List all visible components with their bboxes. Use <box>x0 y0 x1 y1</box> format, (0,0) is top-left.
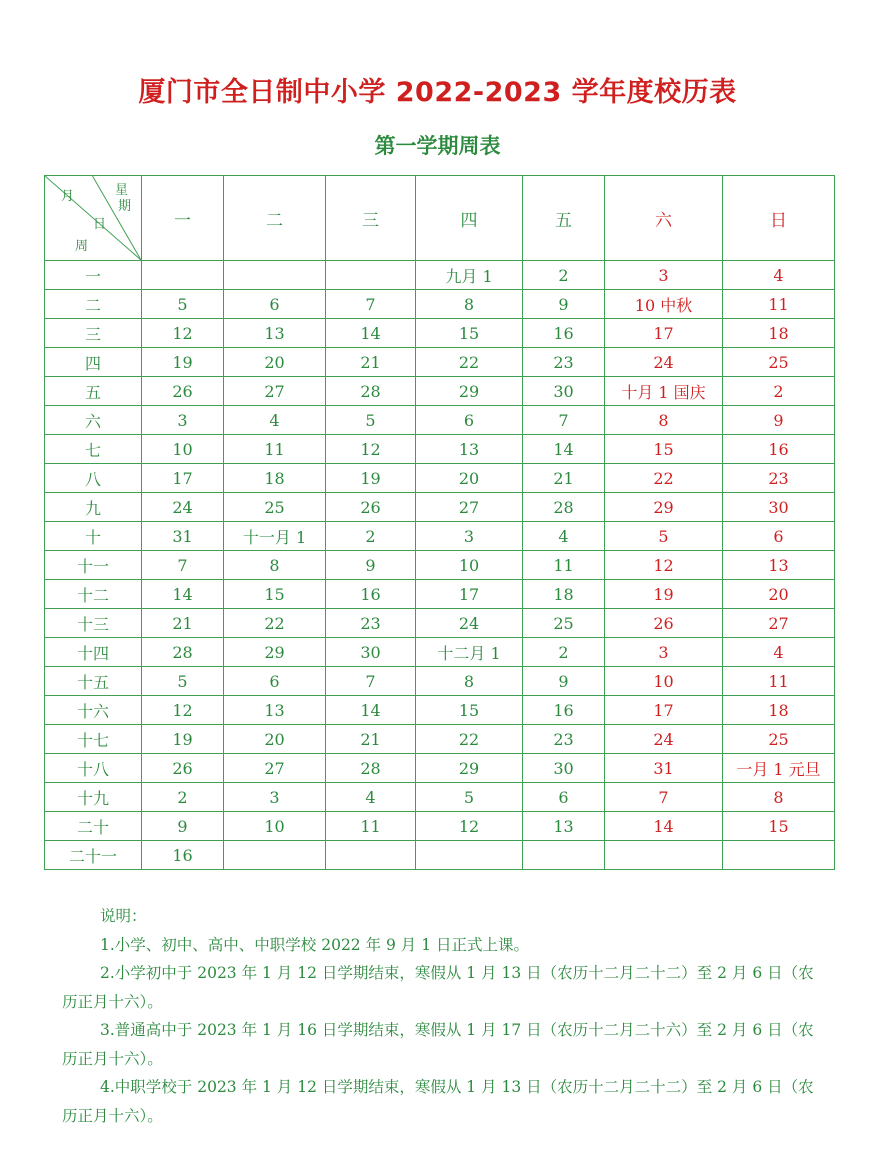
day-cell: 一月 1 元旦 <box>723 754 835 783</box>
day-cell: 9 <box>523 667 605 696</box>
week-row <box>45 580 835 609</box>
day-cell: 26 <box>142 377 224 406</box>
day-cell: 2 <box>523 261 605 290</box>
week-number-cell: 五 <box>45 377 142 406</box>
day-cell: 26 <box>605 609 723 638</box>
day-cell: 10 中秋 <box>605 290 723 319</box>
week-number-cell: 十六 <box>45 696 142 725</box>
day-cell: 2 <box>142 783 224 812</box>
day-cell: 12 <box>326 435 416 464</box>
week-number-cell: 十三 <box>45 609 142 638</box>
day-cell: 4 <box>326 783 416 812</box>
day-cell: 9 <box>523 290 605 319</box>
day-cell: 18 <box>723 696 835 725</box>
day-cell: 28 <box>326 754 416 783</box>
weekday-header: 四 <box>416 176 523 261</box>
week-number-cell: 十八 <box>45 754 142 783</box>
day-cell: 14 <box>326 696 416 725</box>
day-cell: 6 <box>224 667 326 696</box>
note-line: 2.小学初中于 2023 年 1 月 12 日学期结束，寒假从 1 月 13 日（农历十二月二十二）至 2 月 6 日（农历正月十六）。 <box>62 964 814 1011</box>
day-cell: 17 <box>605 319 723 348</box>
day-cell: 3 <box>605 638 723 667</box>
day-cell: 27 <box>224 754 326 783</box>
day-cell: 10 <box>416 551 523 580</box>
day-cell: 19 <box>142 348 224 377</box>
day-cell: 4 <box>723 261 835 290</box>
note-line: 1.小学、初中、高中、中职学校 2022 年 9 月 1 日正式上课。 <box>100 935 530 954</box>
day-cell: 7 <box>142 551 224 580</box>
day-cell: 9 <box>326 551 416 580</box>
week-row <box>45 551 835 580</box>
day-cell: 7 <box>326 667 416 696</box>
day-cell: 16 <box>523 696 605 725</box>
week-number-cell: 七 <box>45 435 142 464</box>
week-number-cell: 二 <box>45 290 142 319</box>
day-cell: 16 <box>142 841 224 870</box>
weekday-header: 一 <box>142 176 224 261</box>
day-cell: 15 <box>723 812 835 841</box>
day-cell: 16 <box>723 435 835 464</box>
week-number-cell: 六 <box>45 406 142 435</box>
week-number-cell: 十一 <box>45 551 142 580</box>
day-cell: 3 <box>416 522 523 551</box>
day-cell <box>605 841 723 870</box>
weekday-header: 二 <box>224 176 326 261</box>
day-cell: 19 <box>142 725 224 754</box>
week-row <box>45 841 835 870</box>
day-cell: 4 <box>523 522 605 551</box>
note-line: 4.中职学校于 2023 年 1 月 12 日学期结束，寒假从 1 月 13 日（农历十二月二十二）至 2 月 6 日（农历正月十六）。 <box>62 1078 814 1125</box>
day-cell: 27 <box>723 609 835 638</box>
day-cell: 21 <box>523 464 605 493</box>
week-row <box>45 377 835 406</box>
weekday-header: 五 <box>523 176 605 261</box>
week-number-cell: 二十一 <box>45 841 142 870</box>
corner-month-label: 月 <box>61 189 75 204</box>
day-cell: 27 <box>224 377 326 406</box>
week-row <box>45 493 835 522</box>
week-row <box>45 319 835 348</box>
week-number-cell: 十四 <box>45 638 142 667</box>
day-cell: 25 <box>224 493 326 522</box>
day-cell: 17 <box>605 696 723 725</box>
day-cell: 11 <box>523 551 605 580</box>
week-number-cell: 三 <box>45 319 142 348</box>
page-title: 厦门市全日制中小学 2022-2023 学年度校历表 <box>138 77 737 108</box>
day-cell: 22 <box>605 464 723 493</box>
week-row <box>45 261 835 290</box>
day-cell: 12 <box>605 551 723 580</box>
day-cell: 14 <box>142 580 224 609</box>
day-cell: 24 <box>605 348 723 377</box>
day-cell: 13 <box>416 435 523 464</box>
day-cell: 20 <box>416 464 523 493</box>
day-cell: 21 <box>142 609 224 638</box>
week-number-cell: 四 <box>45 348 142 377</box>
day-cell: 十月 1 国庆 <box>605 377 723 406</box>
day-cell: 31 <box>142 522 224 551</box>
day-cell: 18 <box>523 580 605 609</box>
day-cell: 22 <box>416 725 523 754</box>
day-cell: 25 <box>723 348 835 377</box>
day-cell: 29 <box>224 638 326 667</box>
corner-header <box>45 176 142 261</box>
day-cell: 24 <box>605 725 723 754</box>
day-cell: 14 <box>523 435 605 464</box>
day-cell: 5 <box>416 783 523 812</box>
day-cell: 11 <box>723 667 835 696</box>
weekday-header: 六 <box>605 176 723 261</box>
day-cell <box>326 261 416 290</box>
day-cell: 16 <box>523 319 605 348</box>
week-row <box>45 696 835 725</box>
day-cell <box>416 841 523 870</box>
day-cell: 4 <box>723 638 835 667</box>
week-row <box>45 464 835 493</box>
day-cell: 13 <box>224 696 326 725</box>
day-cell: 7 <box>523 406 605 435</box>
day-cell <box>142 261 224 290</box>
day-cell: 23 <box>523 348 605 377</box>
day-cell: 26 <box>142 754 224 783</box>
week-row <box>45 290 835 319</box>
day-cell: 22 <box>224 609 326 638</box>
day-cell: 26 <box>326 493 416 522</box>
corner-week-label: 周 <box>75 239 89 254</box>
day-cell: 19 <box>605 580 723 609</box>
week-number-cell: 二十 <box>45 812 142 841</box>
day-cell: 5 <box>326 406 416 435</box>
day-cell: 22 <box>416 348 523 377</box>
day-cell: 8 <box>723 783 835 812</box>
day-cell: 30 <box>723 493 835 522</box>
day-cell: 15 <box>416 319 523 348</box>
day-cell: 10 <box>142 435 224 464</box>
day-cell: 6 <box>523 783 605 812</box>
week-number-cell: 十二 <box>45 580 142 609</box>
day-cell: 21 <box>326 348 416 377</box>
calendar-table <box>44 175 835 870</box>
day-cell <box>326 841 416 870</box>
day-cell: 15 <box>605 435 723 464</box>
day-cell: 29 <box>605 493 723 522</box>
week-row <box>45 783 835 812</box>
day-cell: 12 <box>142 319 224 348</box>
corner-qi-label: 期 <box>118 199 132 214</box>
day-cell: 4 <box>224 406 326 435</box>
day-cell: 7 <box>326 290 416 319</box>
day-cell: 28 <box>326 377 416 406</box>
week-row <box>45 406 835 435</box>
week-number-cell: 十 <box>45 522 142 551</box>
day-cell: 6 <box>723 522 835 551</box>
day-cell: 12 <box>142 696 224 725</box>
day-cell: 24 <box>416 609 523 638</box>
day-cell <box>723 841 835 870</box>
day-cell <box>523 841 605 870</box>
header-row <box>45 176 835 261</box>
week-row <box>45 812 835 841</box>
day-cell: 23 <box>523 725 605 754</box>
day-cell: 12 <box>416 812 523 841</box>
day-cell: 17 <box>416 580 523 609</box>
day-cell: 2 <box>523 638 605 667</box>
day-cell: 11 <box>224 435 326 464</box>
day-cell: 25 <box>523 609 605 638</box>
day-cell: 6 <box>416 406 523 435</box>
day-cell: 8 <box>416 667 523 696</box>
day-cell: 28 <box>142 638 224 667</box>
day-cell: 10 <box>224 812 326 841</box>
week-number-cell: 十九 <box>45 783 142 812</box>
day-cell: 30 <box>523 754 605 783</box>
week-number-cell: 九 <box>45 493 142 522</box>
day-cell <box>224 261 326 290</box>
day-cell: 8 <box>224 551 326 580</box>
day-cell: 18 <box>723 319 835 348</box>
day-cell: 5 <box>142 290 224 319</box>
day-cell: 13 <box>224 319 326 348</box>
day-cell: 19 <box>326 464 416 493</box>
day-cell: 10 <box>605 667 723 696</box>
day-cell: 7 <box>605 783 723 812</box>
day-cell: 2 <box>326 522 416 551</box>
week-number-cell: 十五 <box>45 667 142 696</box>
day-cell: 13 <box>723 551 835 580</box>
day-cell: 3 <box>142 406 224 435</box>
day-cell: 11 <box>723 290 835 319</box>
day-cell: 18 <box>224 464 326 493</box>
calendar-body <box>45 261 835 870</box>
day-cell: 九月 1 <box>416 261 523 290</box>
week-row <box>45 754 835 783</box>
corner-xing-label: 星 <box>115 183 129 198</box>
corner-day-label: 日 <box>93 217 107 232</box>
day-cell <box>224 841 326 870</box>
week-number-cell: 八 <box>45 464 142 493</box>
day-cell: 20 <box>723 580 835 609</box>
day-cell: 30 <box>523 377 605 406</box>
day-cell: 27 <box>416 493 523 522</box>
day-cell: 11 <box>326 812 416 841</box>
day-cell: 24 <box>142 493 224 522</box>
day-cell: 17 <box>142 464 224 493</box>
week-number-cell: 一 <box>45 261 142 290</box>
day-cell: 15 <box>416 696 523 725</box>
day-cell: 8 <box>605 406 723 435</box>
day-cell: 30 <box>326 638 416 667</box>
day-cell: 5 <box>142 667 224 696</box>
weekday-header: 三 <box>326 176 416 261</box>
day-cell: 9 <box>142 812 224 841</box>
day-cell: 十一月 1 <box>224 522 326 551</box>
weekday-header: 日 <box>723 176 835 261</box>
day-cell: 9 <box>723 406 835 435</box>
day-cell: 20 <box>224 348 326 377</box>
week-number-cell: 十七 <box>45 725 142 754</box>
week-row <box>45 725 835 754</box>
day-cell: 23 <box>326 609 416 638</box>
week-row <box>45 522 835 551</box>
notes-heading: 说明： <box>100 907 147 925</box>
day-cell: 23 <box>723 464 835 493</box>
week-row <box>45 609 835 638</box>
week-row <box>45 638 835 667</box>
day-cell: 25 <box>723 725 835 754</box>
day-cell: 13 <box>523 812 605 841</box>
day-cell: 20 <box>224 725 326 754</box>
day-cell: 5 <box>605 522 723 551</box>
day-cell: 8 <box>416 290 523 319</box>
page-subtitle: 第一学期周表 <box>374 134 501 158</box>
day-cell: 29 <box>416 377 523 406</box>
day-cell: 15 <box>224 580 326 609</box>
day-cell: 31 <box>605 754 723 783</box>
day-cell: 3 <box>605 261 723 290</box>
day-cell: 6 <box>224 290 326 319</box>
day-cell: 28 <box>523 493 605 522</box>
week-row <box>45 667 835 696</box>
day-cell: 16 <box>326 580 416 609</box>
day-cell: 3 <box>224 783 326 812</box>
day-cell: 十二月 1 <box>416 638 523 667</box>
day-cell: 14 <box>605 812 723 841</box>
week-row <box>45 435 835 464</box>
day-cell: 29 <box>416 754 523 783</box>
week-row <box>45 348 835 377</box>
note-line: 3.普通高中于 2023 年 1 月 16 日学期结束，寒假从 1 月 17 日（农历十二月二十六）至 2 月 6 日（农历正月十六）。 <box>62 1021 814 1068</box>
day-cell: 2 <box>723 377 835 406</box>
day-cell: 21 <box>326 725 416 754</box>
notes-section <box>62 902 827 1130</box>
day-cell: 14 <box>326 319 416 348</box>
